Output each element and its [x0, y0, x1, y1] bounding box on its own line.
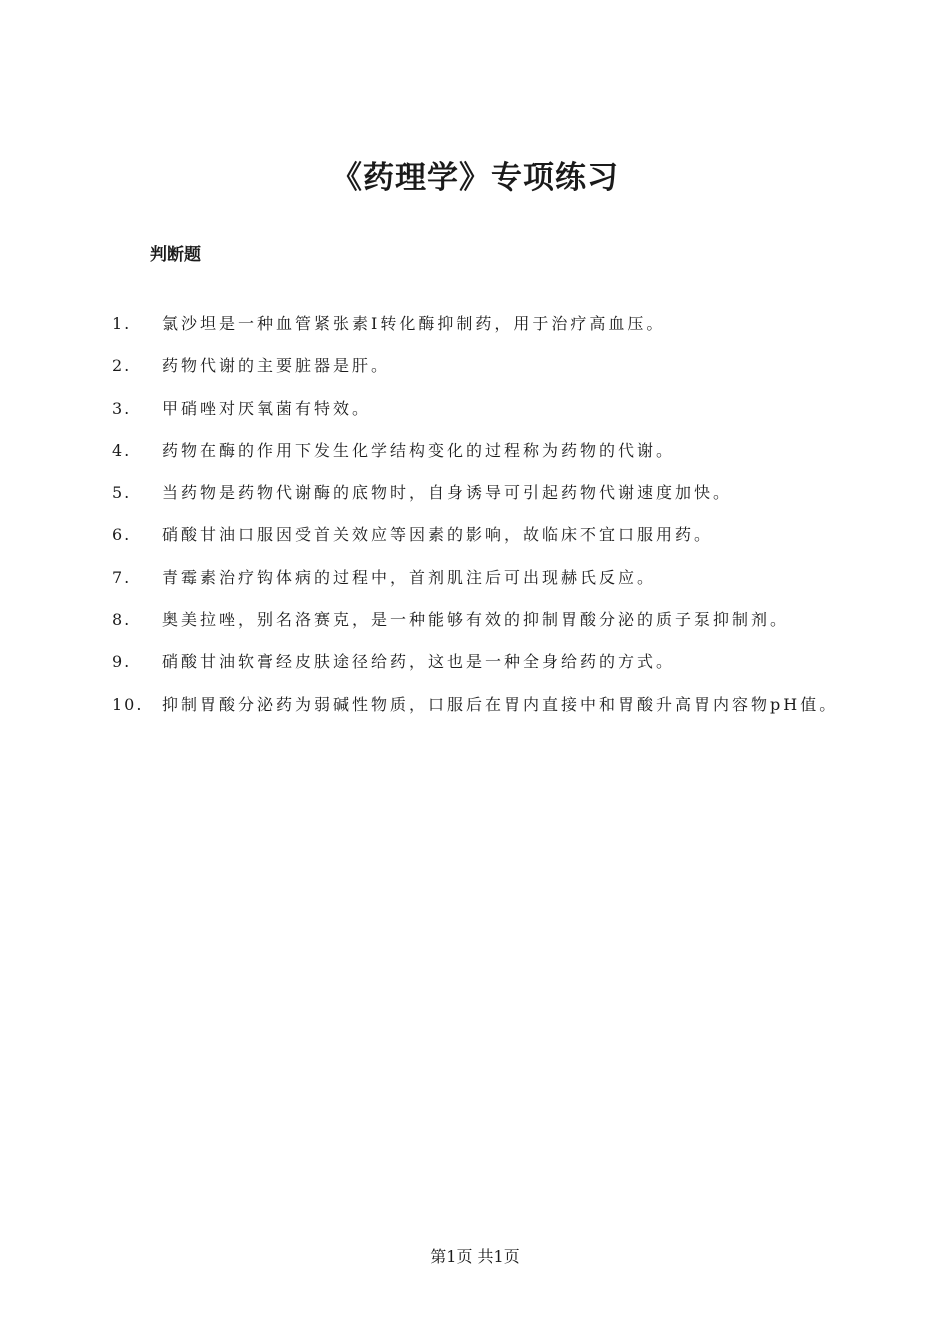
question-number: 6.	[112, 525, 132, 545]
section-heading: 判断题	[150, 245, 201, 265]
question-item	[112, 312, 892, 354]
question-number: 9.	[112, 652, 132, 672]
question-text: 硝酸甘油口服因受首关效应等因素的影响，故临床不宜口服用药。	[162, 525, 714, 545]
question-text: 抑制胃酸分泌药为弱碱性物质，口服后在胃内直接中和胃酸升高胃内容物pH值。	[162, 694, 839, 714]
question-item	[112, 354, 892, 396]
question-item	[112, 650, 892, 692]
question-number: 1.	[112, 314, 132, 333]
question-number: 8.	[112, 610, 132, 630]
question-item	[112, 608, 892, 650]
question-text: 氯沙坦是一种血管紧张素Ⅰ转化酶抑制药，用于治疗高血压。	[162, 314, 666, 333]
question-number: 10.	[112, 694, 144, 714]
question-text: 硝酸甘油软膏经皮肤途径给药，这也是一种全身给药的方式。	[162, 652, 676, 672]
question-item	[112, 523, 892, 565]
question-text: 药物在酶的作用下发生化学结构变化的过程称为药物的代谢。	[162, 440, 676, 460]
question-item	[112, 439, 892, 481]
question-number: 2.	[112, 356, 132, 376]
question-text: 当药物是药物代谢酶的底物时，自身诱导可引起药物代谢速度加快。	[162, 483, 733, 503]
page-footer: 第1页 共1页	[430, 1247, 520, 1266]
question-text: 青霉素治疗钩体病的过程中，首剂肌注后可出现赫氏反应。	[162, 567, 657, 587]
question-text: 甲硝唑对厌氧菌有特效。	[162, 398, 372, 418]
question-item	[112, 566, 892, 608]
question-number: 5.	[112, 483, 132, 503]
question-item	[112, 693, 892, 735]
question-item	[112, 397, 892, 439]
question-number: 3.	[112, 398, 132, 418]
question-text: 药物代谢的主要脏器是肝。	[162, 356, 391, 376]
question-item	[112, 481, 892, 523]
question-number: 4.	[112, 440, 132, 460]
question-text: 奥美拉唑，别名洛赛克，是一种能够有效的抑制胃酸分泌的质子泵抑制剂。	[162, 610, 790, 630]
question-number: 7.	[112, 567, 132, 587]
document-title: 《药理学》专项练习	[331, 160, 619, 196]
question-list	[112, 312, 892, 735]
